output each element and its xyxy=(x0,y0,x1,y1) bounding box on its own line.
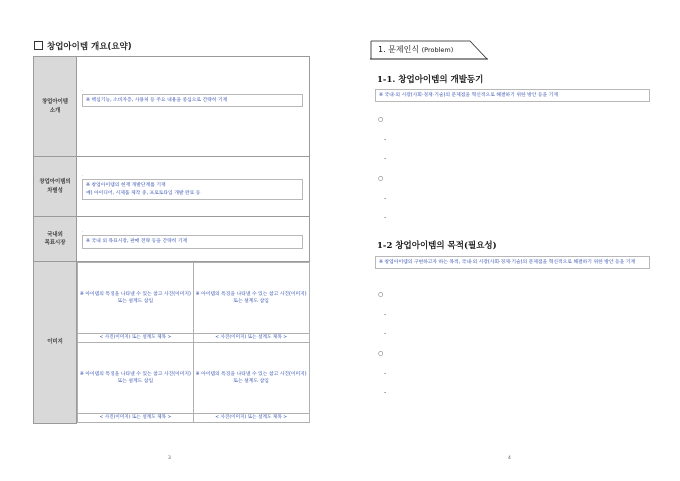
image-caption-1[interactable]: < 사진(이미지) 또는 설계도 제목 > xyxy=(78,334,194,343)
image-caption-2[interactable]: < 사진(이미지) 또는 설계도 제목 > xyxy=(193,334,309,343)
label-item-intro xyxy=(34,57,77,157)
section-title: 창업아이템 개요(요약) xyxy=(34,40,132,52)
section-banner: 1. 문제인식 (Problem) xyxy=(378,45,454,54)
bullet-dash: - xyxy=(384,370,387,377)
cell-item-diff[interactable]: · ※ 창업아이템의 현재 개발단계를 기재 예) 아이디어, 시제품 제작 중, 프로토타입 개발 완료 등 xyxy=(77,157,310,217)
cell-item-intro[interactable]: · ※ 핵심기능, 소비자층, 사용처 등 주요 내용을 중심으로 간략히 기재 xyxy=(77,57,310,157)
cell-image-grid xyxy=(77,262,310,424)
bullet-dash: - xyxy=(384,136,387,143)
bullet-circle: ○ xyxy=(378,350,384,357)
label-image: 이미지 xyxy=(34,262,77,424)
image-slot-4[interactable]: ※ 아이템의 특징을 나타낼 수 있는 참고 사진(이미지) 또는 설계도 삽입 xyxy=(193,343,309,414)
summary-table xyxy=(33,56,310,424)
row-label-text: 창업아이템 소개 xyxy=(41,99,69,114)
diff-note: ※ 창업아이템의 현재 개발단계를 기재 예) 아이디어, 시제품 제작 중, 프로토타입 개발 완료 등 xyxy=(82,179,303,199)
page-number-right: 4 xyxy=(508,456,511,461)
label-target-market xyxy=(34,217,77,262)
image-slot-1[interactable]: ※ 아이템의 특징을 나타낼 수 있는 참고 사진(이미지) 또는 설계도 삽입 xyxy=(78,263,194,334)
bullet-dash: - xyxy=(384,330,387,337)
bullet-circle: ○ xyxy=(378,116,384,123)
image-slot-2[interactable]: ※ 아이템의 특징을 나타낼 수 있는 참고 사진(이미지) 또는 설계도 삽입 xyxy=(193,263,309,334)
image-slot-3[interactable]: ※ 아이템의 특징을 나타낼 수 있는 참고 사진(이미지) 또는 설계도 삽입 xyxy=(78,343,194,414)
image-caption-3[interactable]: < 사진(이미지) 또는 설계도 제목 > xyxy=(78,414,194,423)
market-note: ※ 국내 외 목표시장, 판매 전략 등을 간략히 기재 xyxy=(82,235,303,248)
bullet-dash: - xyxy=(384,389,387,396)
image-caption-4[interactable]: < 사진(이미지) 또는 설계도 제목 > xyxy=(193,414,309,423)
subsection-2-note[interactable]: ※ 창업아이템의 구현하고자 하는 목적, 국내·외 시장(사회·경제·기술)의 문제점을 혁신적으로 해결하기 위한 방안 등을 기재 xyxy=(375,256,650,269)
cell-target-market[interactable]: · ※ 국내 외 목표시장, 판매 전략 등을 간략히 기재 xyxy=(77,217,310,262)
label-item-diff xyxy=(34,157,77,217)
bullet-circle: ○ xyxy=(378,175,384,182)
bullet-dash: - xyxy=(384,214,387,221)
bullet-dash: - xyxy=(384,155,387,162)
bullet-dash: - xyxy=(384,311,387,318)
row-label-text: 창업아이템의 차별성 xyxy=(39,179,71,194)
bullet-circle: ○ xyxy=(378,291,384,298)
page-number-left: 3 xyxy=(168,456,171,461)
intro-note: ※ 핵심기능, 소비자층, 사용처 등 주요 내용을 중심으로 간략히 기재 xyxy=(82,94,303,107)
row-label-text: 국내외 목표시장 xyxy=(44,231,66,246)
subsection-1-note[interactable]: ※ 국내·외 시장(사회·경제·기술)의 문제점을 혁신적으로 해결하기 위한 방안 등을 기재 xyxy=(375,89,650,102)
checkbox-icon xyxy=(34,41,43,50)
subsection-1-title: 1-1. 창업아이템의 개발동기 xyxy=(377,75,484,85)
image-grid xyxy=(77,262,310,423)
subsection-2-title: 1-2 창업아이템의 목적(필요성) xyxy=(377,241,497,251)
bullet-dash: - xyxy=(384,195,387,202)
